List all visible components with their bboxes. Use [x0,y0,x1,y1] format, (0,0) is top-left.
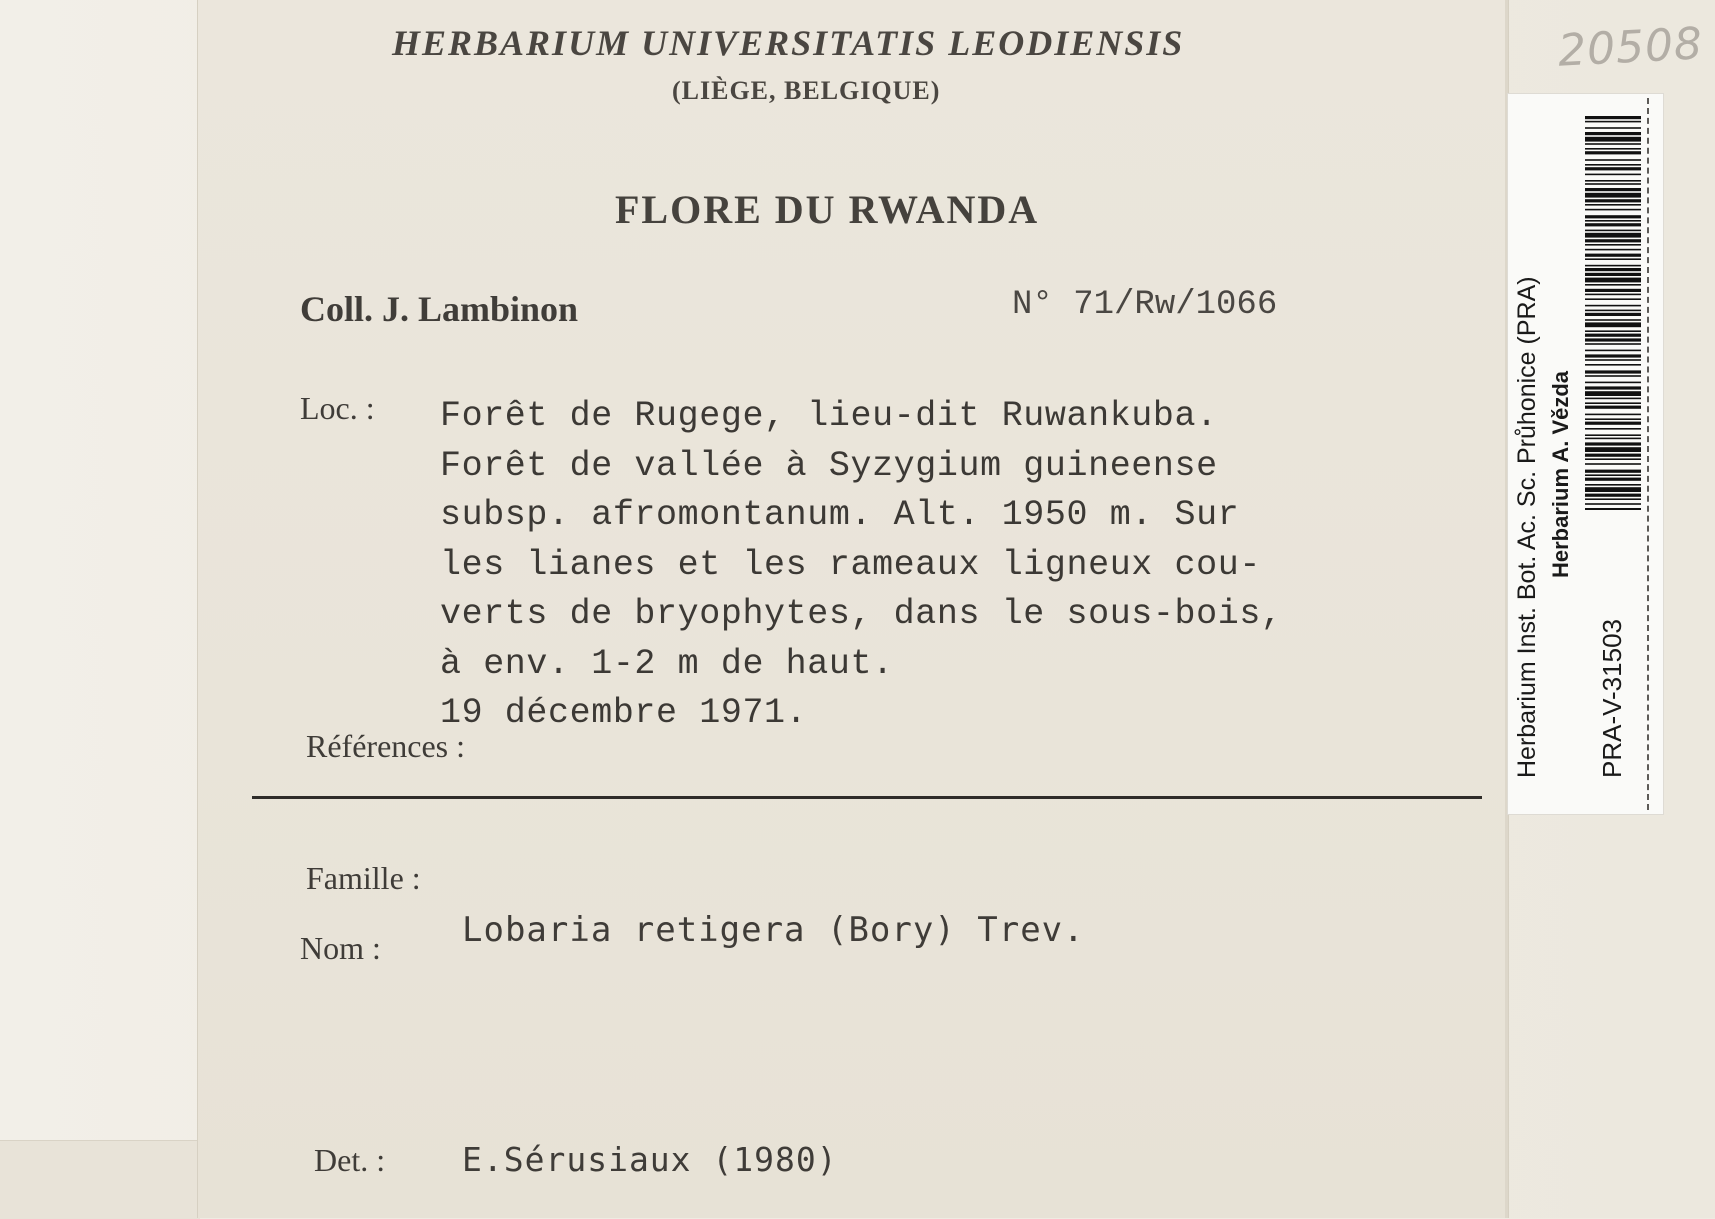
barcode-bar [1585,254,1641,257]
barcode-bar [1585,268,1641,271]
flora-title: FLORE DU RWANDA [615,187,1040,232]
barcode-bar [1585,215,1641,218]
barcode-bar [1585,447,1641,452]
barcode-bar [1585,382,1641,384]
locality-line: à env. 1-2 m de haut. [440,643,894,684]
determiner: E.Sérusiaux (1980) [462,1140,838,1179]
barcode-bar [1585,338,1641,341]
barcode-bar [1585,143,1641,145]
barcode-bar [1585,294,1641,296]
barcode-bar [1585,463,1641,465]
locality-line: verts de bryophytes, dans le sous-bois, [440,594,1283,634]
barcode-bar [1585,116,1641,119]
barcode-bar [1585,370,1641,373]
barcode-bar [1585,406,1641,409]
barcode-bar [1585,310,1641,312]
barcode-bar [1585,223,1641,226]
barcode-bar [1585,148,1641,150]
barcode-bar [1585,313,1641,316]
barcode-bar [1585,265,1641,267]
barcode-bar [1585,164,1641,166]
name-label: Nom : [300,930,381,966]
institution-location: (LIÈGE, BELGIQUE) [672,76,941,105]
barcode-bar [1585,174,1641,176]
barcode-bar [1585,487,1641,492]
barcode-bar [1585,278,1641,283]
barcode-bar [1585,343,1641,345]
barcode-bar [1585,398,1641,400]
barcode-bar [1585,159,1641,161]
barcode-bar [1585,188,1641,191]
sheet-fold [0,1140,200,1219]
barcode-bar [1585,183,1641,185]
barcode-bar [1585,239,1641,242]
references-label: Références : [306,728,466,764]
barcode-bar [1585,402,1641,404]
barcode-bar [1585,422,1641,425]
collection-number: N° 71/Rw/1066 [1012,286,1278,324]
barcode-bar [1585,284,1641,286]
barcode-bar [1585,494,1641,497]
barcode-bar [1585,298,1641,300]
collector-name: Coll. J. Lambinon [300,289,579,329]
dashed-cut-line [1647,98,1649,810]
barcode-bar [1585,258,1641,260]
barcode-bar [1585,386,1641,389]
barcode-bar [1585,137,1641,142]
barcode-bar [1585,209,1641,211]
locality-label: Loc. : [300,390,375,426]
determination-label: Det. : [314,1142,386,1178]
barcode-bar [1585,484,1641,486]
barcode-bar [1585,498,1641,500]
locality-line: Forêt de Rugege, lieu-dit Ruwankuba. [440,396,1218,436]
barcode-bar [1585,199,1641,202]
barcode-bar [1585,180,1641,182]
locality-line: les lianes et les rameaux ligneux cou- [440,544,1261,585]
institution-heading: HERBARIUM UNIVERSITATIS LEODIENSIS [392,23,1185,63]
barcode-bar [1585,503,1641,505]
barcode-bar [1585,418,1641,420]
barcode-bar [1585,167,1641,170]
barcode-bar [1585,478,1641,481]
barcode-bar [1585,458,1641,460]
barcode-icon [1585,116,1641,510]
barcode-bar [1585,273,1641,276]
barcode-bar [1585,319,1641,321]
barcode-bar [1585,132,1641,135]
barcode-bar [1585,289,1641,292]
barcode-bar [1585,249,1641,251]
barcode-bar [1585,442,1641,445]
barcode-bar [1585,438,1641,440]
barcode-bar [1585,204,1641,206]
barcode-bar [1585,454,1641,457]
barcode-bar [1585,350,1641,352]
barcode-bar [1585,474,1641,476]
family-label: Famille : [306,860,421,896]
barcode-bar [1585,330,1641,332]
barcode-bar [1585,334,1641,337]
barcode-bar [1585,428,1641,430]
collection-date: 19 décembre 1971. [440,693,808,733]
barcode-collection: Herbarium A. Vězda [1548,370,1573,578]
barcode-bar [1585,233,1641,238]
barcode-bar [1585,470,1641,473]
barcode-bar [1585,391,1641,396]
divider-rule [252,796,1482,799]
taxon-name: Lobaria retigera (Bory) Trev. [462,910,1085,950]
barcode-bar [1585,322,1641,327]
barcode-bar [1585,434,1641,436]
handwritten-number: 20508 [1556,18,1705,77]
barcode-bar [1585,508,1641,510]
barcode-institution: Herbarium Inst. Bot. Ac. Sc. Průhonice (PRA) [1513,276,1541,778]
locality-text [440,392,1283,739]
barcode-bar [1585,230,1641,232]
barcode-bar [1585,121,1641,123]
barcode-bar [1585,359,1641,361]
specimen-id: PRA-V-31503 [1597,619,1627,778]
barcode-bar [1585,193,1641,198]
barcode-bar [1585,244,1641,246]
barcode-bar [1585,414,1641,416]
locality-line: subsp. afromontanum. Alt. 1950 m. Sur [440,495,1240,535]
barcode-bar [1585,305,1641,307]
barcode-bar [1585,220,1641,222]
barcode-bar [1585,364,1641,366]
barcode-bar [1585,354,1641,357]
barcode-bar [1585,151,1641,154]
locality-line: Forêt de vallée à Syzygium guineense [440,445,1218,486]
barcode-bar [1585,375,1641,377]
barcode-bar [1585,127,1641,129]
